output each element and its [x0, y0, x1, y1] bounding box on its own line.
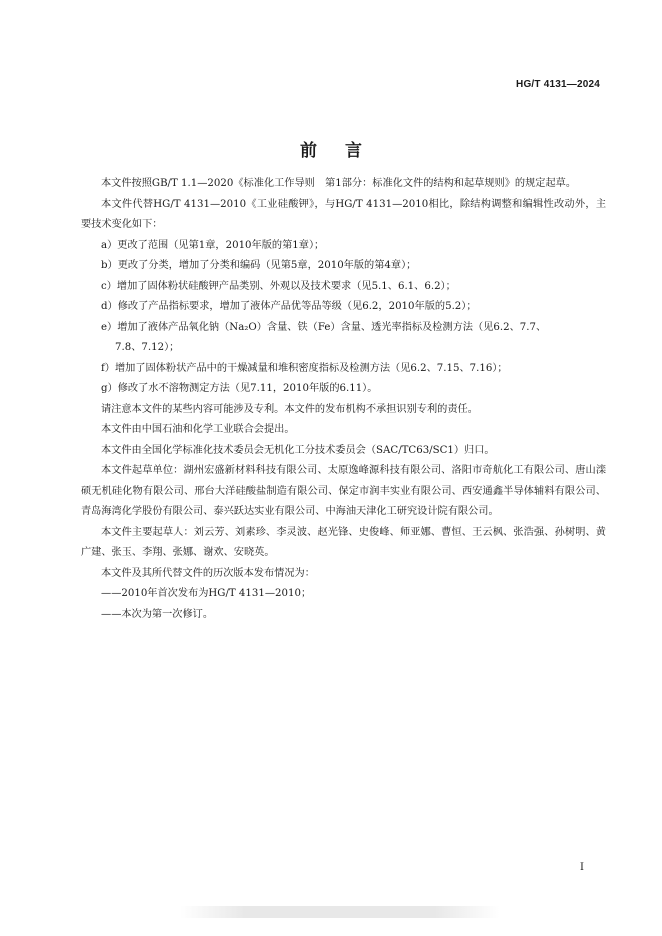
paragraph-drafters: 本文件主要起草人：刘云芳、刘素珍、李灵波、赵光锋、史俊峰、师亚娜、曹恒、王云枫、张浩强、孙树明、黄广建、张玉、李翔、张娜、谢欢、安晓英。 — [81, 526, 606, 558]
change-item-g: g）修改了水不溶物测定方法（见7.11，2010年版的6.11）。 — [101, 383, 378, 394]
page-number: I — [580, 862, 584, 873]
change-item-e — [81, 318, 606, 359]
paragraph-proposer: 本文件由中国石油和化学工业联合会提出。 — [101, 424, 295, 435]
change-item-e-line2: 7.8、7.12）； — [115, 342, 180, 353]
page-title: 前言 — [300, 141, 390, 161]
paragraph-committee: 本文件由全国化学标准化技术委员会无机化工分技术委员会（SAC/TC63/SC1）归口。 — [101, 444, 495, 456]
document-code: HG/T 4131—2024 — [516, 79, 600, 90]
document-body — [81, 174, 606, 625]
change-item-a: a）更改了范围（见第1章，2010年版的第1章）； — [101, 239, 325, 251]
footer-watermark — [180, 906, 500, 918]
paragraph-drafting-rules: 本文件按照GB/T 1.1—2020《标准化工作导则 第1部分：标准化文件的结构和起草规则》的规定起草。 — [101, 178, 577, 189]
history-item-revision: ——本次为第一次修订。 — [101, 608, 214, 620]
change-item-c: c）增加了固体粉状硅酸钾产品类别、外观以及技术要求（见5.1、6.1、6.2）； — [101, 280, 456, 292]
paragraph-replacement: 本文件代替HG/T 4131—2010《工业硅酸钾》，与HG/T 4131—2010相比，除结构调整和编辑性改动外，主要技术变化如下： — [81, 198, 606, 230]
history-item-2010: ——2010年首次发布为HG/T 4131—2010； — [101, 588, 312, 599]
change-item-b: b）更改了分类，增加了分类和编码（见第5章，2010年版的第4章）； — [101, 260, 417, 271]
change-item-d: d）修改了产品指标要求，增加了液体产品优等品等级（见6.2，2010年版的5.2）； — [101, 301, 477, 312]
change-item-e-line1: e）增加了液体产品氧化钠（Na₂O）含量、铁（Fe）含量、透光率指标及检测方法（见6.2、7.7、 — [101, 321, 547, 333]
paragraph-patent-notice: 请注意本文件的某些内容可能涉及专利。本文件的发布机构不承担识别专利的责任。 — [101, 403, 478, 415]
paragraph-drafting-units: 本文件起草单位：湖州宏盛新材料科技有限公司、太原逸峰源科技有限公司、洛阳市奇航化工有限公司、唐山滦硕无机硅化物有限公司、邢台大洋硅酸盐制造有限公司、保定市润丰实业有限公司、西安通鑫半导体辅料有限公司、青岛海湾化学股份有限公司、泰兴跃达实业有限公司、中海油天津化工研究设计院有限公司。 — [81, 465, 606, 517]
change-item-f: f）增加了固体粉状产品中的干燥减量和堆积密度指标及检测方法（见6.2、7.15、7.16）； — [101, 362, 508, 374]
paragraph-history-intro: 本文件及其所代替文件的历次版本发布情况为： — [101, 567, 315, 579]
